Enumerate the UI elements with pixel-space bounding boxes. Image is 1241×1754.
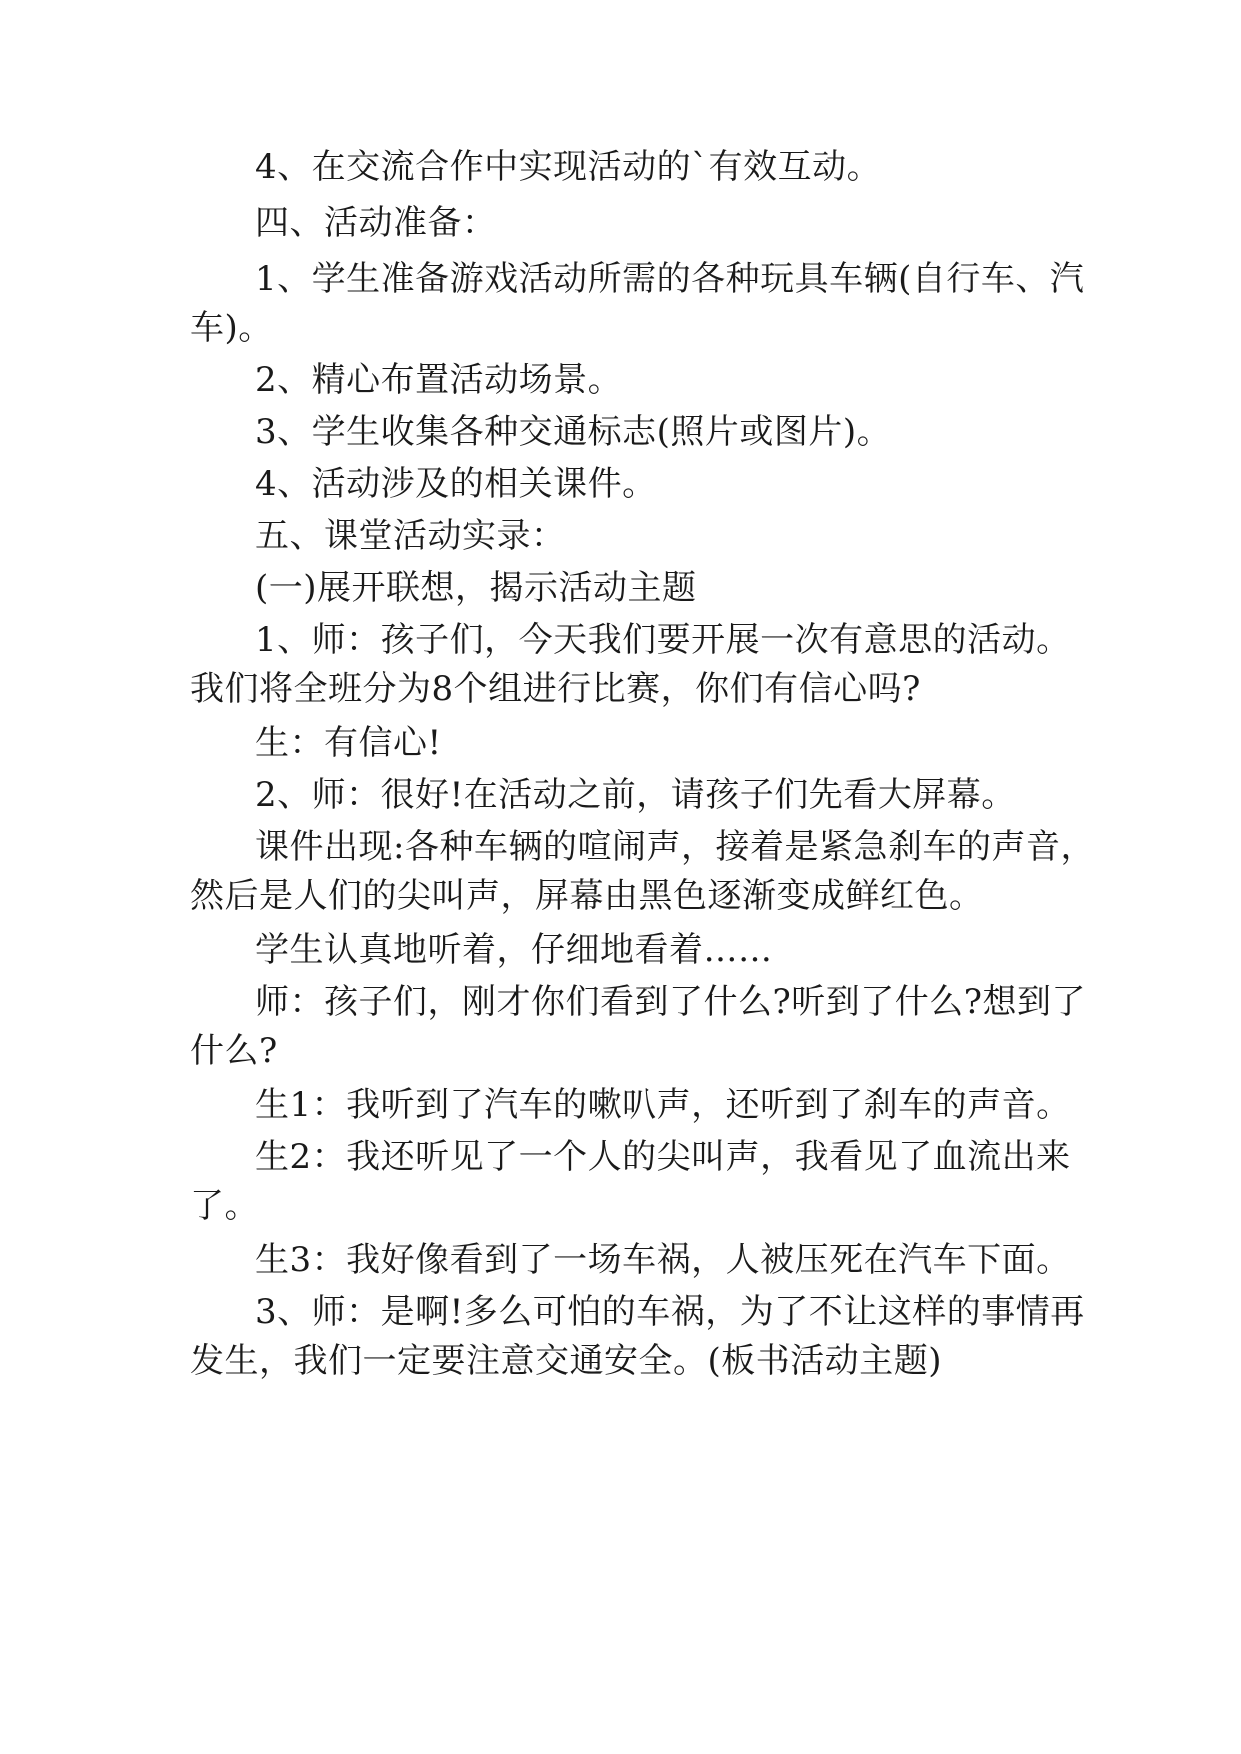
text-line: 2、师：很好!在活动之前，请孩子们先看大屏幕。 — [255, 775, 1016, 815]
text-line: 车)。 — [190, 308, 273, 348]
text-line: 生3：我好像看到了一场车祸，人被压死在汽车下面。 — [255, 1240, 1071, 1280]
section-heading: 四、活动准备： — [255, 203, 497, 243]
text-line: 4、在交流合作中实现活动的`有效互动。 — [255, 147, 882, 187]
text-line: 1、师：孩子们，今天我们要开展一次有意思的活动。 — [255, 620, 1071, 660]
text-line: 学生认真地听着，仔细地看着…… — [255, 930, 773, 970]
text-line: 什么? — [190, 1031, 278, 1071]
text-line: 课件出现:各种车辆的喧闹声，接着是紧急刹车的声音， — [255, 827, 1095, 867]
text-line: 发生，我们一定要注意交通安全。(板书活动主题) — [190, 1341, 943, 1381]
text-line: 1、学生准备游戏活动所需的各种玩具车辆(自行车、汽 — [255, 259, 1085, 299]
text-line: 3、学生收集各种交通标志(照片或图片)。 — [255, 412, 892, 452]
text-line: 了。 — [190, 1186, 259, 1226]
text-line: 生：有信心! — [255, 723, 442, 763]
text-line: 我们将全班分为8个组进行比赛，你们有信心吗? — [190, 669, 921, 709]
text-line: 然后是人们的尖叫声，屏幕由黑色逐渐变成鲜红色。 — [190, 876, 984, 916]
text-line: 4、活动涉及的相关课件。 — [255, 464, 657, 504]
text-line: 生1：我听到了汽车的嗽叭声，还听到了刹车的声音。 — [255, 1085, 1071, 1125]
subsection-heading: (一)展开联想，揭示活动主题 — [255, 568, 697, 608]
section-heading: 五、课堂活动实录： — [255, 516, 566, 556]
text-line: 师：孩子们，刚才你们看到了什么?听到了什么?想到了 — [255, 982, 1086, 1022]
text-line: 3、师：是啊!多么可怕的车祸，为了不让这样的事情再 — [255, 1292, 1085, 1332]
text-line: 2、精心布置活动场景。 — [255, 360, 623, 400]
text-line: 生2：我还听见了一个人的尖叫声，我看见了血流出来 — [255, 1137, 1071, 1177]
